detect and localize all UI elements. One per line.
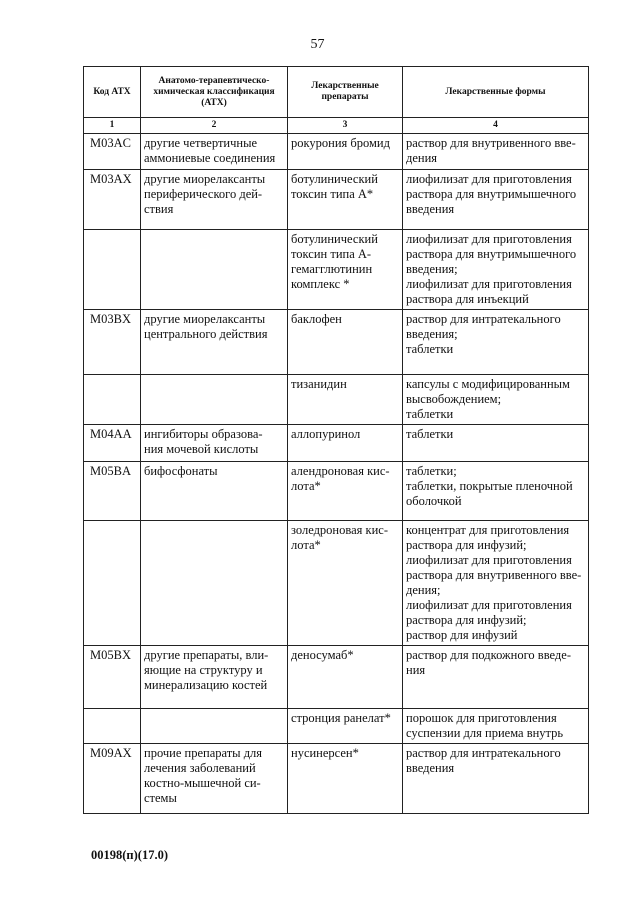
classification-line: бифосфонаты	[144, 464, 218, 478]
drug-name-cell	[288, 134, 403, 170]
dosage-forms-line: лиофилизат для приготовления	[406, 553, 572, 567]
dosage-forms-line: лиофилизат для приготовления	[406, 277, 572, 291]
classification-line: яющие на структуру и	[144, 663, 263, 677]
drug-name-cell	[288, 744, 403, 814]
dosage-forms-line: раствор для инфузий	[406, 628, 518, 642]
classification-line: другие препараты, вли-	[144, 648, 269, 662]
drug-name-line: ботулинический	[291, 172, 378, 186]
drug-name-line: стронция ранелат*	[291, 711, 391, 725]
drug-name-cell	[288, 230, 403, 310]
drug-name-line: деносумаб*	[291, 648, 354, 662]
atx-drug-table	[83, 66, 589, 814]
drug-name-line: токсин типа А*	[291, 187, 374, 201]
table-row	[84, 375, 589, 425]
dosage-forms-line: раствор для интратекального	[406, 746, 561, 760]
drug-name-cell	[288, 170, 403, 230]
dosage-forms-line: раствора для внутримышечного	[406, 247, 577, 261]
drug-name-line: токсин типа А-	[291, 247, 372, 261]
classification-line: ствия	[144, 202, 174, 216]
classification-line: периферического дей-	[144, 187, 263, 201]
drug-name-cell	[288, 521, 403, 646]
column-number: 2	[141, 118, 288, 134]
dosage-forms-line: раствора для инъекций	[406, 292, 529, 306]
dosage-forms-line: суспензии для приема внутрь	[406, 726, 564, 740]
classification-cell	[141, 709, 288, 744]
table-row	[84, 230, 589, 310]
classification-line: прочие препараты для	[144, 746, 263, 760]
drug-name-cell	[288, 310, 403, 375]
dosage-forms-line: раствора для внутримышечного	[406, 187, 577, 201]
dosage-forms-line: таблетки;	[406, 464, 457, 478]
header-dosage-forms: Лекарственные формы	[403, 67, 589, 118]
drug-name-cell	[288, 462, 403, 521]
document-footer-code: 00198(п)(17.0)	[91, 848, 168, 862]
atx-code-cell	[84, 709, 141, 744]
classification-cell	[141, 425, 288, 462]
dosage-forms-line: таблетки	[406, 342, 454, 356]
table-row	[84, 709, 589, 744]
atx-code-cell: M05BX	[84, 646, 141, 709]
dosage-forms-line: лиофилизат для приготовления	[406, 232, 572, 246]
atx-code-cell: M05BA	[84, 462, 141, 521]
dosage-forms-line: дения;	[406, 583, 441, 597]
classification-cell	[141, 230, 288, 310]
table-row	[84, 425, 589, 462]
dosage-forms-line: высвобождением;	[406, 392, 502, 406]
table-header-row	[84, 67, 589, 118]
drug-name-line: комплекс *	[291, 277, 350, 291]
drug-name-line: тизанидин	[291, 377, 347, 391]
classification-cell	[141, 744, 288, 814]
dosage-forms-line: раствор для внутривенного вве-	[406, 136, 576, 150]
atx-code-cell	[84, 230, 141, 310]
drug-name-line: алендроновая кис-	[291, 464, 390, 478]
drug-name-line: лота*	[291, 538, 321, 552]
dosage-forms-cell	[403, 134, 589, 170]
classification-cell	[141, 375, 288, 425]
dosage-forms-cell	[403, 709, 589, 744]
classification-line: аммониевые соединения	[144, 151, 276, 165]
classification-line: другие миорелаксанты	[144, 312, 266, 326]
dosage-forms-cell	[403, 744, 589, 814]
classification-cell	[141, 646, 288, 709]
dosage-forms-cell	[403, 521, 589, 646]
dosage-forms-line: дения	[406, 151, 438, 165]
page-number: 57	[310, 37, 325, 52]
dosage-forms-line: таблетки	[406, 427, 454, 441]
classification-line: стемы	[144, 791, 177, 805]
dosage-forms-cell	[403, 170, 589, 230]
dosage-forms-line: капсулы с модифицированным	[406, 377, 570, 391]
header-atx-classification: Анатомо-терапевтическо-химическая классификация (АТХ)	[141, 67, 288, 118]
atx-code-cell: M03AC	[84, 134, 141, 170]
classification-line: ингибиторы образова-	[144, 427, 263, 441]
drug-name-line: рокурония бромид	[291, 136, 390, 150]
dosage-forms-line: оболочкой	[406, 494, 462, 508]
dosage-forms-cell	[403, 646, 589, 709]
column-number: 3	[288, 118, 403, 134]
dosage-forms-cell	[403, 462, 589, 521]
classification-line: другие четвертичные	[144, 136, 258, 150]
dosage-forms-line: введения	[406, 761, 455, 775]
table-row	[84, 134, 589, 170]
drug-name-line: баклофен	[291, 312, 342, 326]
dosage-forms-line: раствор для интратекального	[406, 312, 561, 326]
dosage-forms-line: лиофилизат для приготовления	[406, 172, 572, 186]
classification-line: минерализацию костей	[144, 678, 268, 692]
dosage-forms-line: раствора для инфузий;	[406, 538, 527, 552]
column-number: 1	[84, 118, 141, 134]
drug-name-cell	[288, 646, 403, 709]
drug-name-line: нусинерсен*	[291, 746, 359, 760]
dosage-forms-line: таблетки, покрытые пленочной	[406, 479, 573, 493]
atx-code-cell	[84, 375, 141, 425]
drug-name-line: аллопуринол	[291, 427, 361, 441]
table-row	[84, 170, 589, 230]
classification-cell	[141, 170, 288, 230]
drug-name-cell	[288, 375, 403, 425]
drug-name-cell	[288, 425, 403, 462]
classification-line: другие миорелаксанты	[144, 172, 266, 186]
classification-line: ния мочевой кислоты	[144, 442, 259, 456]
dosage-forms-cell	[403, 375, 589, 425]
dosage-forms-line: порошок для приготовления	[406, 711, 557, 725]
dosage-forms-line: лиофилизат для приготовления	[406, 598, 572, 612]
dosage-forms-line: введения;	[406, 327, 458, 341]
dosage-forms-line: таблетки	[406, 407, 454, 421]
drug-name-line: гемагглютинин	[291, 262, 373, 276]
table-row	[84, 646, 589, 709]
dosage-forms-cell	[403, 230, 589, 310]
header-drugs: Лекарственные препараты	[288, 67, 403, 118]
drug-name-line: ботулинический	[291, 232, 378, 246]
atx-code-cell: M03AX	[84, 170, 141, 230]
dosage-forms-line: раствор для подкожного введе-	[406, 648, 571, 662]
classification-cell	[141, 134, 288, 170]
dosage-forms-line: ния	[406, 663, 426, 677]
classification-cell	[141, 462, 288, 521]
column-number-row	[84, 118, 589, 134]
atx-code-cell: M03BX	[84, 310, 141, 375]
dosage-forms-cell	[403, 310, 589, 375]
drug-name-line: золедроновая кис-	[291, 523, 389, 537]
table-row	[84, 462, 589, 521]
column-number: 4	[403, 118, 589, 134]
classification-line: лечения заболеваний	[144, 761, 256, 775]
classification-line: центрального действия	[144, 327, 268, 341]
classification-cell	[141, 310, 288, 375]
atx-code-cell: M09AX	[84, 744, 141, 814]
dosage-forms-line: введения;	[406, 262, 458, 276]
dosage-forms-line: концентрат для приготовления	[406, 523, 570, 537]
dosage-forms-cell	[403, 425, 589, 462]
header-atx-code: Код АТХ	[84, 67, 141, 118]
classification-cell	[141, 521, 288, 646]
table-row	[84, 744, 589, 814]
drug-name-cell	[288, 709, 403, 744]
dosage-forms-line: раствора для внутривенного вве-	[406, 568, 582, 582]
table-row	[84, 521, 589, 646]
classification-line: костно-мышечной си-	[144, 776, 261, 790]
atx-code-cell	[84, 521, 141, 646]
drug-name-line: лота*	[291, 479, 321, 493]
dosage-forms-line: введения	[406, 202, 455, 216]
dosage-forms-line: раствора для инфузий;	[406, 613, 527, 627]
table-row	[84, 310, 589, 375]
atx-code-cell: M04AA	[84, 425, 141, 462]
